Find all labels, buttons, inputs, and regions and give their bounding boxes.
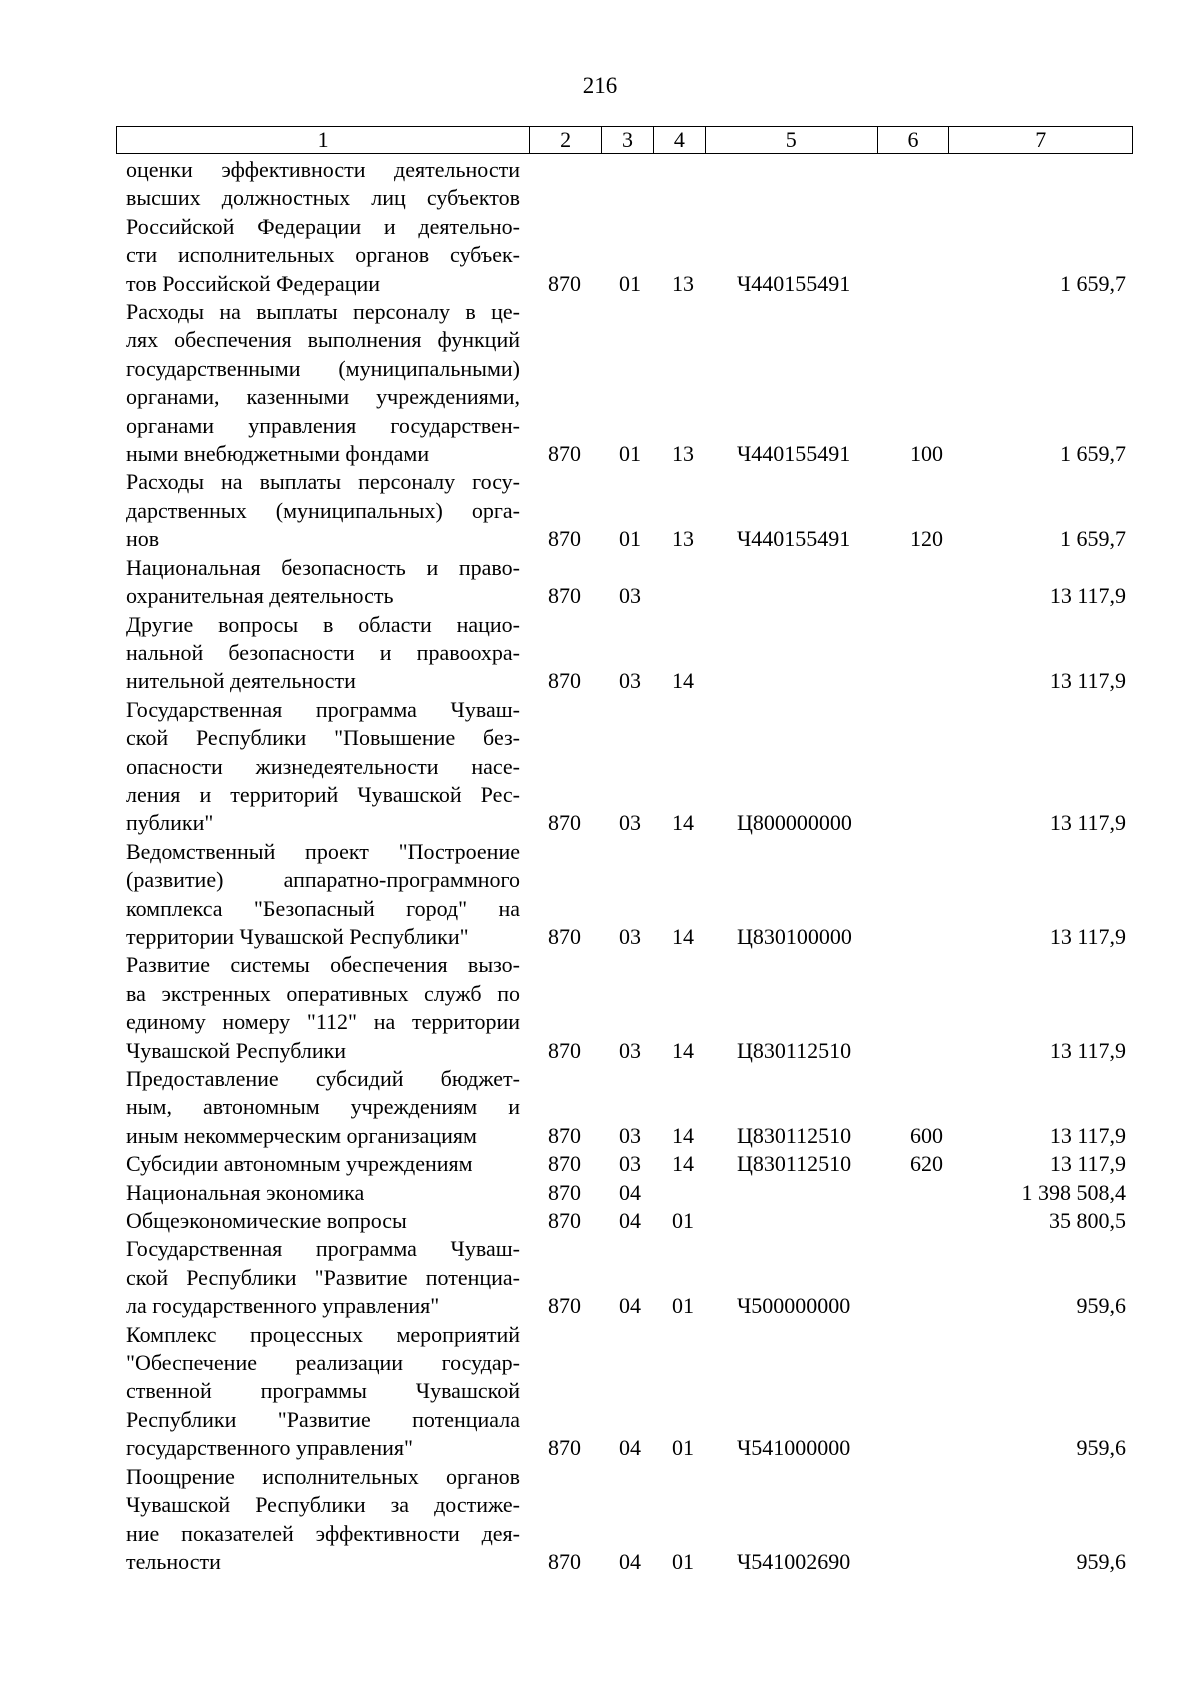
- row-description-line: тельности: [126, 1548, 221, 1574]
- table-row: [126, 1321, 1126, 1463]
- section-code: 03: [619, 1122, 641, 1148]
- expense-type-code: 120: [910, 526, 943, 552]
- amount: 959,6: [1076, 1293, 1126, 1319]
- table-row: [126, 696, 1126, 838]
- table-row: [126, 1179, 1126, 1207]
- subsection-code: 13: [672, 441, 694, 467]
- amount: 35 800,5: [1049, 1208, 1126, 1234]
- row-description-line: органами, казенными учреждениями,: [126, 384, 520, 410]
- admin-code: 870: [548, 1548, 581, 1574]
- row-description-line: дарственных (муниципальных) орга-: [126, 497, 520, 523]
- row-description-line: ской Республики "Развитие потенциа-: [126, 1264, 520, 1290]
- admin-code: 870: [548, 810, 581, 836]
- subsection-code: 14: [672, 1037, 694, 1063]
- table-row: [126, 1463, 1126, 1577]
- table-row: [126, 156, 1126, 298]
- amount: 13 117,9: [1049, 1151, 1126, 1177]
- section-code: 01: [619, 526, 641, 552]
- row-description-line: органами управления государствен-: [126, 412, 520, 438]
- section-code: 03: [619, 668, 641, 694]
- row-description-line: государственными (муниципальными): [126, 355, 520, 381]
- column-header-5: 5: [706, 127, 878, 153]
- admin-code: 870: [548, 1208, 581, 1234]
- row-description-line: ва экстренных оперативных служб по: [126, 980, 520, 1006]
- row-description-line: территории Чувашской Республики": [126, 923, 469, 949]
- target-article-code: Ц830100000: [737, 923, 852, 949]
- subsection-code: 01: [672, 1435, 694, 1461]
- admin-code: 870: [548, 668, 581, 694]
- amount: 13 117,9: [1049, 583, 1126, 609]
- page-number: 216: [582, 73, 618, 98]
- table-row: [126, 1207, 1126, 1235]
- row-description-line: нальной безопасности и правоохра-: [126, 639, 520, 665]
- section-code: 01: [619, 441, 641, 467]
- table-row: [126, 298, 1126, 468]
- row-description-line: сти исполнительных органов субъек-: [126, 242, 520, 268]
- target-article-code: Ч541002690: [737, 1548, 851, 1574]
- row-description-line: ние показателей эффективности дея-: [126, 1520, 520, 1546]
- row-description-line: охранительная деятельность: [126, 583, 394, 609]
- column-header-2: 2: [530, 127, 602, 153]
- target-article-code: Ч541000000: [737, 1435, 851, 1461]
- section-code: 03: [619, 923, 641, 949]
- row-description-line: Предоставление субсидий бюджет-: [126, 1066, 520, 1091]
- column-header-3: 3: [602, 127, 654, 153]
- target-article-code: Ц830112510: [737, 1122, 852, 1148]
- table-row: [126, 951, 1126, 1065]
- row-description-line: высших должностных лиц субъектов: [126, 185, 520, 211]
- row-description-line: нительной деятельности: [126, 668, 356, 694]
- row-description-line: Другие вопросы в области нацио-: [126, 611, 520, 637]
- row-description-line: ственной программы Чувашской: [126, 1378, 520, 1404]
- admin-code: 870: [548, 1179, 581, 1205]
- section-code: 04: [619, 1293, 641, 1319]
- admin-code: 870: [548, 1122, 581, 1148]
- row-description-line: Республики "Развитие потенциала: [126, 1406, 520, 1432]
- subsection-code: 13: [672, 270, 694, 296]
- row-description-line: ным, автономным учреждениям и: [126, 1094, 520, 1120]
- amount: 13 117,9: [1049, 668, 1126, 694]
- admin-code: 870: [548, 441, 581, 467]
- amount: 13 117,9: [1049, 810, 1126, 836]
- row-description-line: Ведомственный проект "Построение: [126, 838, 520, 864]
- expense-type-code: 600: [910, 1122, 943, 1148]
- row-description-line: ла государственного управления": [126, 1293, 440, 1319]
- target-article-code: Ч440155491: [737, 526, 851, 552]
- amount: 13 117,9: [1049, 923, 1126, 949]
- row-description-line: ской Республики "Повышение без-: [126, 725, 520, 751]
- admin-code: 870: [548, 1293, 581, 1319]
- table-row: [126, 1150, 1126, 1178]
- target-article-code: Ч440155491: [737, 270, 851, 296]
- target-article-code: Ц830112510: [737, 1151, 852, 1177]
- amount: 1 659,7: [1060, 441, 1126, 467]
- row-description-line: Государственная программа Чуваш-: [126, 696, 520, 722]
- column-header-row: [116, 126, 1133, 154]
- row-description-line: Субсидии автономным учреждениям: [126, 1151, 473, 1177]
- section-code: 04: [619, 1208, 641, 1234]
- target-article-code: Ц800000000: [737, 810, 852, 836]
- row-description-line: (развитие) аппаратно-программного: [126, 867, 520, 893]
- amount: 1 659,7: [1060, 526, 1126, 552]
- column-header-4: 4: [654, 127, 706, 153]
- column-header-1: 1: [117, 127, 530, 153]
- section-code: 01: [619, 270, 641, 296]
- admin-code: 870: [548, 923, 581, 949]
- budget-table-body: [126, 156, 1126, 1576]
- table-row: [126, 468, 1126, 553]
- table-row: [126, 1065, 1126, 1150]
- section-code: 03: [619, 810, 641, 836]
- column-header-6: 6: [878, 127, 950, 153]
- amount: 13 117,9: [1049, 1122, 1126, 1148]
- row-description-line: единому номеру "112" на территории: [126, 1009, 520, 1035]
- row-description-line: нов: [126, 526, 160, 552]
- section-code: 04: [619, 1179, 641, 1205]
- row-description-line: Комплекс процессных мероприятий: [126, 1321, 520, 1347]
- row-description-line: иным некоммерческим организациям: [126, 1122, 477, 1148]
- target-article-code: Ц830112510: [737, 1037, 852, 1063]
- section-code: 03: [619, 1151, 641, 1177]
- admin-code: 870: [548, 1151, 581, 1177]
- amount: 959,6: [1076, 1548, 1126, 1574]
- row-description-line: государственного управления": [126, 1435, 414, 1461]
- row-description-line: оценки эффективности деятельности: [126, 157, 520, 182]
- row-description-line: Расходы на выплаты персоналу госу-: [126, 469, 520, 495]
- section-code: 04: [619, 1435, 641, 1461]
- row-description-line: ными внебюджетными фондами: [126, 441, 430, 467]
- column-header-7: 7: [1035, 127, 1047, 152]
- amount: 959,6: [1076, 1435, 1126, 1461]
- row-description-line: Поощрение исполнительных органов: [126, 1463, 520, 1489]
- amount: 1 659,7: [1060, 270, 1126, 296]
- table-row: [126, 554, 1126, 611]
- row-description-line: тов Российской Федерации: [126, 270, 381, 296]
- table-row: [126, 838, 1126, 952]
- section-code: 04: [619, 1548, 641, 1574]
- subsection-code: 01: [672, 1548, 694, 1574]
- row-description-line: ления и территорий Чувашской Рес-: [126, 781, 520, 807]
- table-row: [126, 611, 1126, 696]
- admin-code: 870: [548, 526, 581, 552]
- admin-code: 870: [548, 1037, 581, 1063]
- admin-code: 870: [548, 583, 581, 609]
- row-description-line: публики": [126, 810, 214, 836]
- row-description-line: Чувашской Республики за достиже-: [126, 1492, 520, 1518]
- subsection-code: 14: [672, 810, 694, 836]
- row-description-line: Расходы на выплаты персоналу в це-: [126, 299, 520, 325]
- subsection-code: 01: [672, 1208, 694, 1234]
- row-description-line: "Обеспечение реализации государ-: [126, 1350, 520, 1376]
- row-description-line: Развитие системы обеспечения вызо-: [126, 952, 520, 978]
- row-description-line: Российской Федерации и деятельно-: [126, 213, 520, 239]
- row-description-line: комплекса "Безопасный город" на: [126, 895, 520, 921]
- target-article-code: Ч500000000: [737, 1293, 851, 1319]
- admin-code: 870: [548, 1435, 581, 1461]
- expense-type-code: 100: [910, 441, 943, 467]
- row-description-line: лях обеспечения выполнения функций: [126, 327, 520, 353]
- section-code: 03: [619, 583, 641, 609]
- table-row: [126, 1235, 1126, 1320]
- row-description-line: Национальная безопасность и право-: [126, 554, 520, 580]
- subsection-code: 14: [672, 923, 694, 949]
- row-description-line: Государственная программа Чуваш-: [126, 1236, 520, 1262]
- subsection-code: 01: [672, 1293, 694, 1319]
- amount: 1 398 508,4: [1021, 1179, 1126, 1205]
- subsection-code: 13: [672, 526, 694, 552]
- amount: 13 117,9: [1049, 1037, 1126, 1063]
- row-description-line: Национальная экономика: [126, 1179, 365, 1205]
- row-description-line: Общеэкономические вопросы: [126, 1208, 407, 1234]
- expense-type-code: 620: [910, 1151, 943, 1177]
- section-code: 03: [619, 1037, 641, 1063]
- admin-code: 870: [548, 270, 581, 296]
- subsection-code: 14: [672, 1151, 694, 1177]
- target-article-code: Ч440155491: [737, 441, 851, 467]
- subsection-code: 14: [672, 668, 694, 694]
- row-description-line: Чувашской Республики: [126, 1037, 347, 1063]
- subsection-code: 14: [672, 1122, 694, 1148]
- row-description-line: опасности жизнедеятельности насе-: [126, 753, 520, 779]
